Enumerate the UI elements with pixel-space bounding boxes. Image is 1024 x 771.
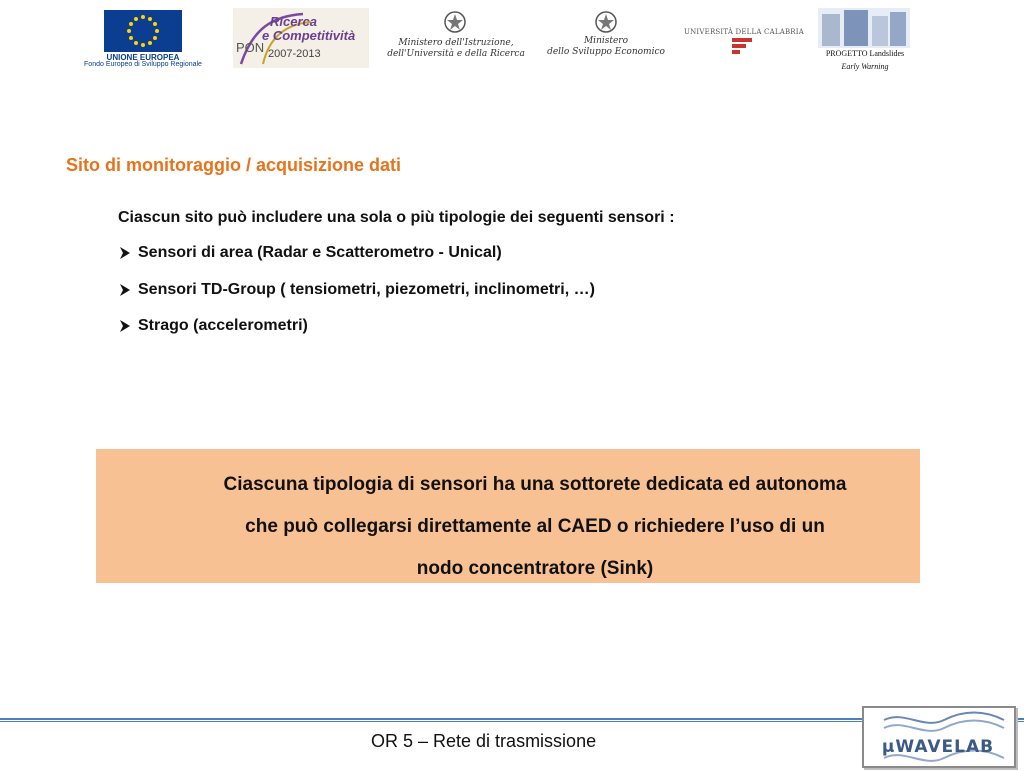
bullet-arrow-icon [118,246,132,260]
bullet-arrow-icon [118,319,132,333]
project-title: PROGETTO Landslides [825,49,905,58]
ministry-sviluppo-line1: Ministero [583,36,629,46]
eu-flag-icon [104,10,182,52]
callout-line: che può collegarsi direttamente al CAED o richiedere l’uso di un [245,516,825,537]
university-logo-icon [732,38,760,54]
footer-title: OR 5 – Rete di trasmissione [371,731,597,751]
eu-caption: UNIONE EUROPEA [106,53,180,62]
ministry-sviluppo-line2: dello Sviluppo Economico [547,47,665,57]
callout-line: nodo concentratore (Sink) [416,558,654,579]
wavelab-logo-text: μWAVELAB [881,737,995,757]
ministry-istruzione-line2: dell'Università e della Ricerca [387,49,525,59]
bullet-arrow-icon [118,283,132,297]
ministry-istruzione [384,38,528,60]
bullet-text: Sensori TD-Group ( tensiometri, piezometri, inclinometri, …) [138,281,595,298]
buildings-icon [818,8,910,48]
italian-emblem-icon [594,10,618,36]
project-logo-image [818,8,910,48]
italian-emblem-icon [443,10,467,36]
university-logo [732,38,760,59]
eu-flag-logo [104,10,182,52]
ministry-sviluppo [540,36,672,58]
bullet-text: Sensori di area (Radar e Scatterometro - Unical) [138,244,502,261]
project-subtitle: Early Warning [841,62,889,71]
pon-ricerca: Ricerca [270,14,317,29]
bullet-item [118,244,502,262]
university-label: UNIVERSITÀ DELLA CALABRIA [684,28,805,36]
callout-line: Ciascuna tipologia di sensori ha una sottorete dedicata ed autonoma [223,474,847,495]
pon-competitivita: e Competitività [262,28,356,43]
eu-caption-fund: Fondo Europeo di Sviluppo Regionale [84,61,202,68]
bullet-text: Strago (accelerometri) [138,317,308,334]
bullet-item [118,281,595,299]
italian-emblem-logo-istruzione [443,10,467,41]
callout-text [150,464,920,590]
pon-years: 2007-2013 [268,48,321,60]
intro-text: Ciascun sito può includere una sola o più tipologie dei seguenti sensori : [118,209,675,226]
bullet-item [118,317,308,335]
pon-label: PON [236,40,265,55]
ministry-istruzione-line1: Ministero dell'Istruzione, [398,38,514,48]
slide-title: Sito di monitoraggio / acquisizione dati [66,155,402,175]
